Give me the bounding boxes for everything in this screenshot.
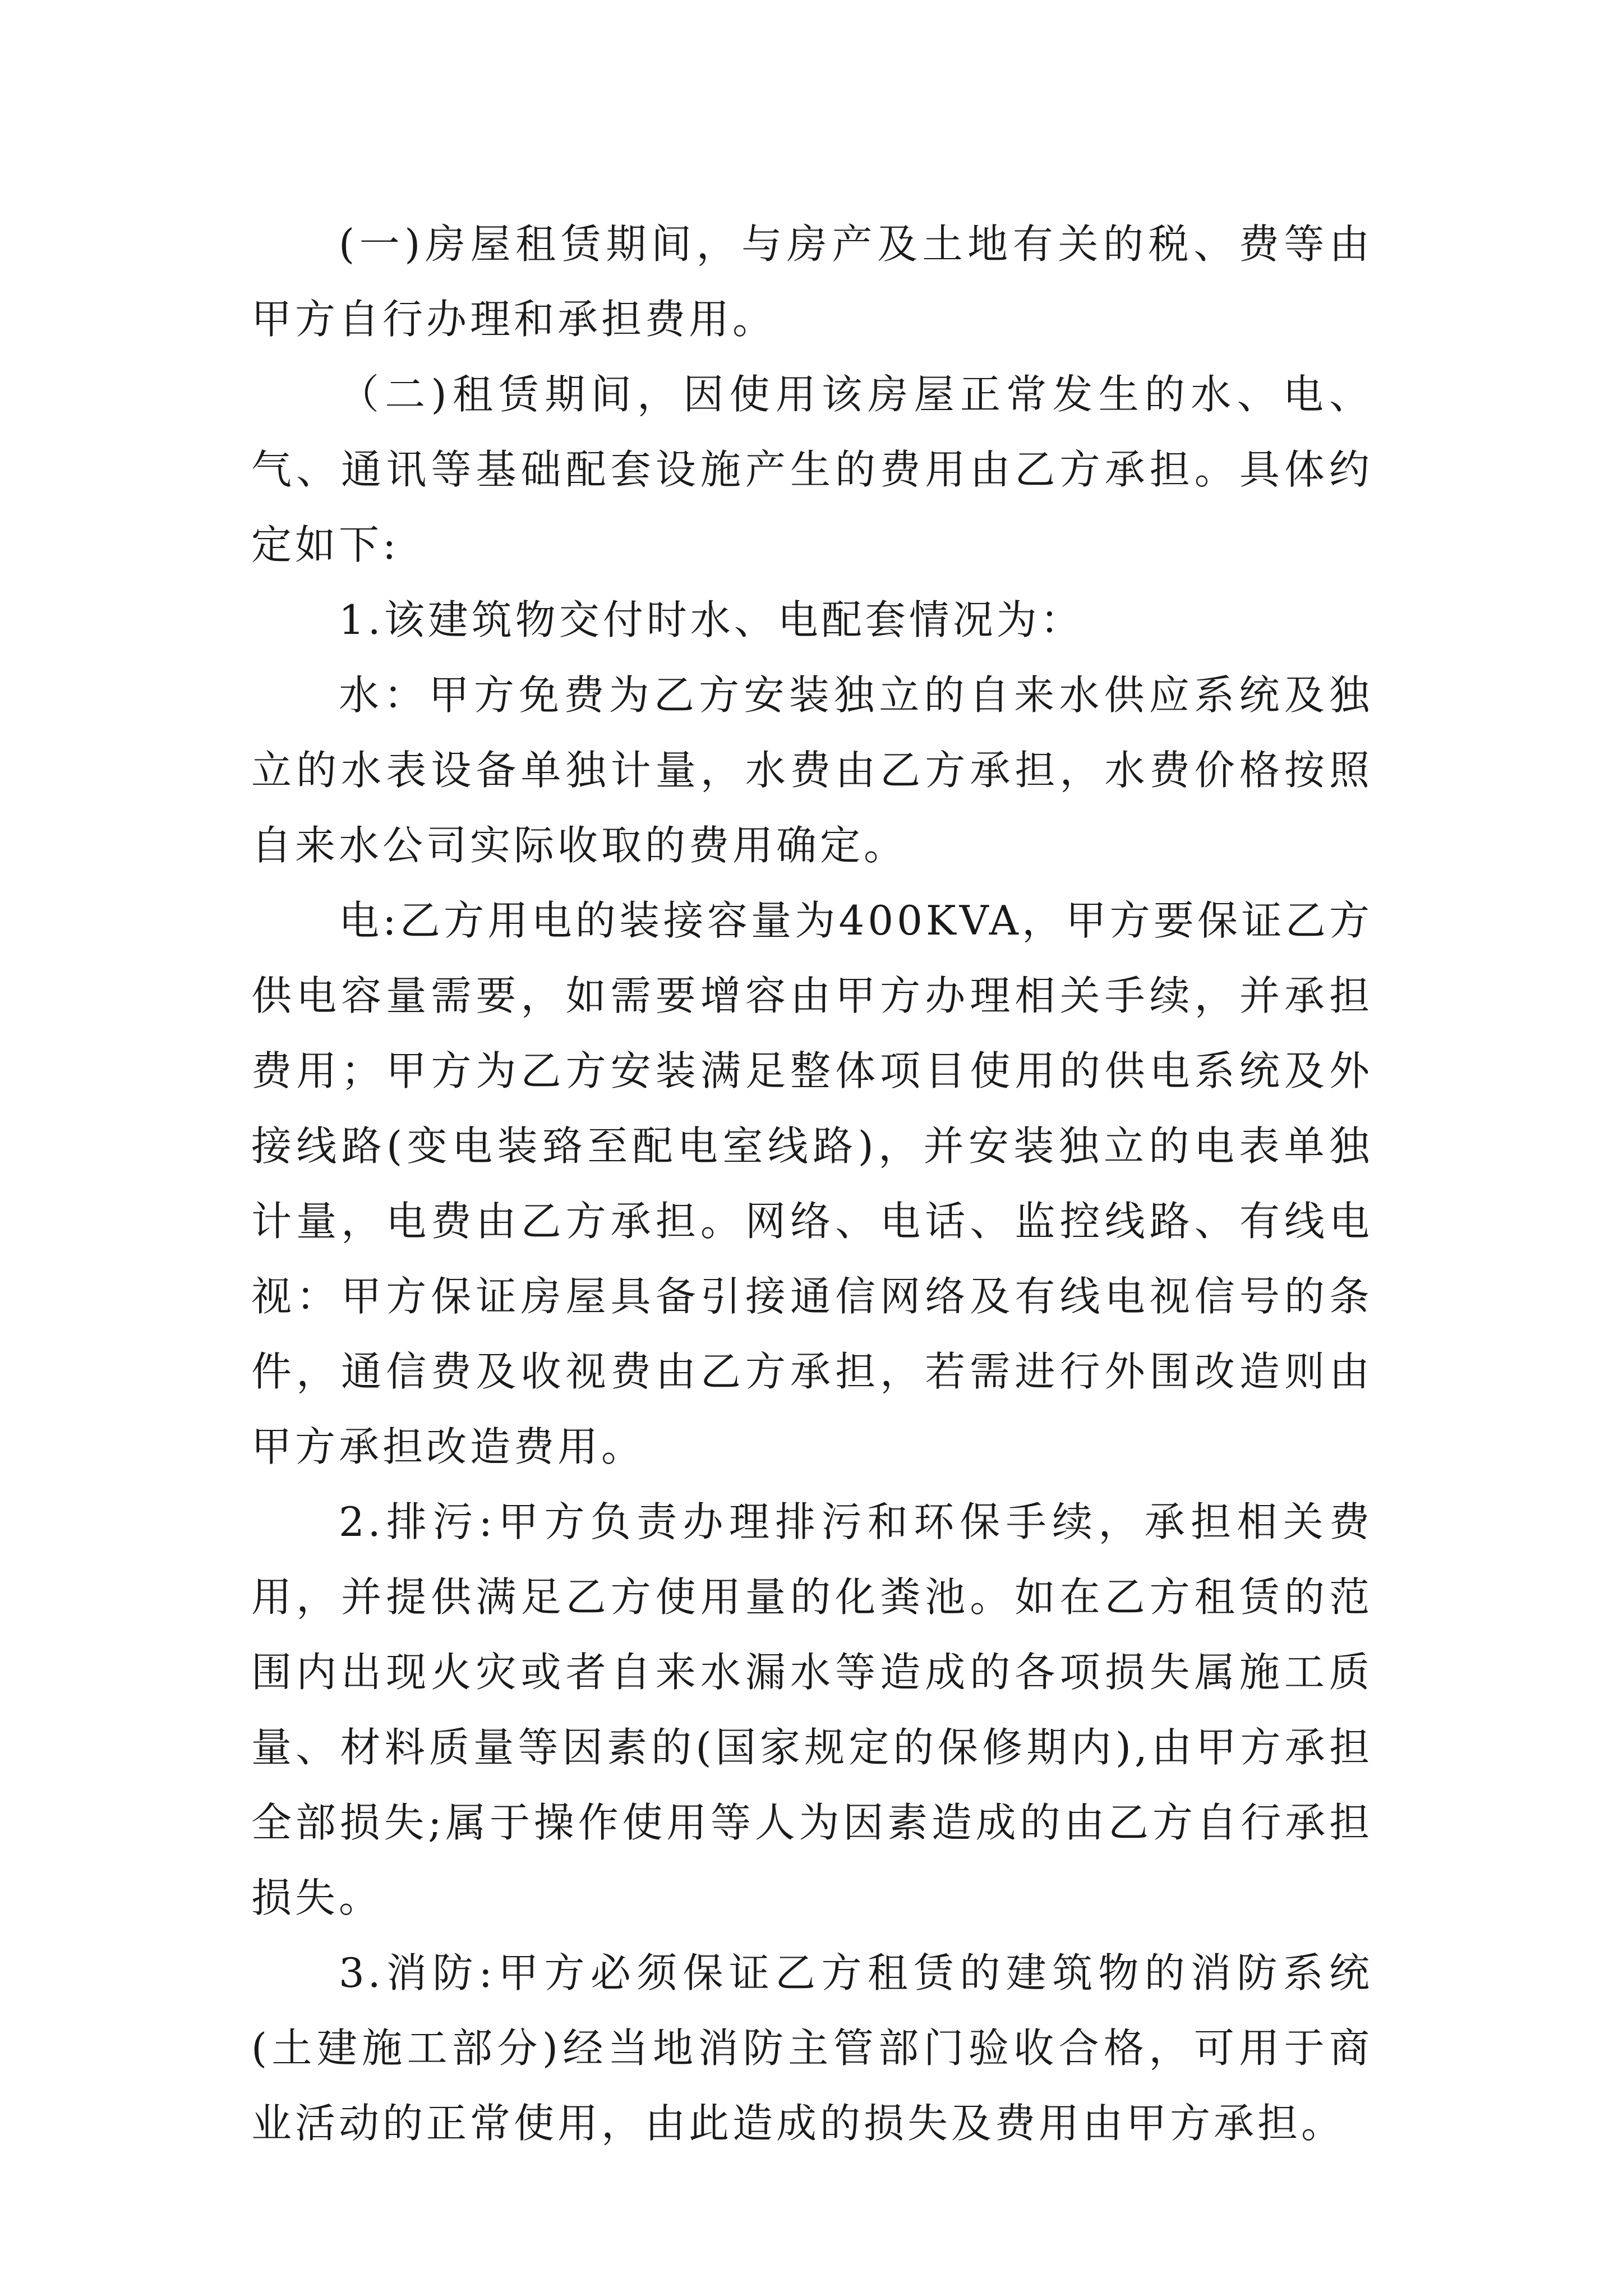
paragraph-item-3-fire-protection: 3.消防:甲方必须保证乙方租赁的建筑物的消防系统(土建施工部分)经当地消防主管部门验收合格，可用于商业活动的正常使用，由此造成的损失及费用由甲方承担。 [251,1949,1373,2147]
document-body [251,206,1373,2161]
paragraph-utilities-costs: （二)租赁期间，因使用该房屋正常发生的水、电、气、通讯等基础配套设施产生的费用由乙方承担。具体约定如下: [251,371,1373,568]
paragraph-electricity: 电:乙方用电的装接容量为400KVA，甲方要保证乙方供电容量需要，如需要增容由甲方办理相关手续，并承担费用；甲方为乙方安装满足整体项目使用的供电系统及外接线路(变电装臵至配电室线路)，并安装独立的电表单独计量，电费由乙方承担。网络、电话、监控线路、有线电视：甲方保证房屋具备引接通信网络及有线电视信号的条件，通信费及收视费由乙方承担，若需进行外围改造则由甲方承担改造费用。 [251,897,1373,1470]
paragraph-item-1-heading: 1.该建筑物交付时水、电配套情况为： [339,596,1084,643]
paragraph-item-2-sewage: 2.排污:甲方负责办理排污和环保手续，承担相关费用，并提供满足乙方使用量的化粪池。如在乙方租赁的范围内出现火灾或者自来水漏水等造成的各项损失属施工质量、材料质量等因素的(国家规定的保修期内),由甲方承担全部损失;属于操作使用等人为因素造成的由乙方自行承担损失。 [251,1498,1373,1921]
paragraph-water: 水：甲方免费为乙方安装独立的自来水供应系统及独立的水表设备单独计量，水费由乙方承担，水费价格按照自来水公司实际收取的费用确定。 [251,671,1373,869]
paragraph-tax-fees: (一)房屋租赁期间，与房产及土地有关的税、费等由甲方自行办理和承担费用。 [251,220,1373,343]
